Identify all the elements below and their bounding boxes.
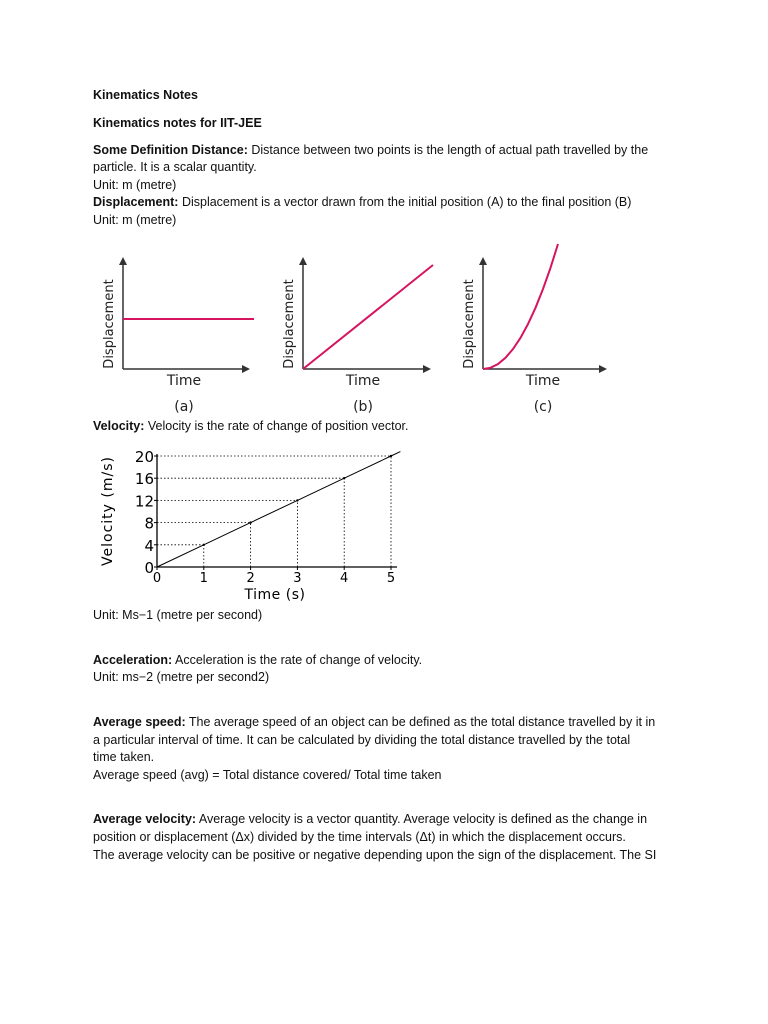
x-tick-label: 4 [340, 571, 349, 586]
definitions-heading: Some Definition Distance: [93, 143, 248, 157]
x-axis-label: Time [525, 373, 561, 389]
data-point [343, 477, 345, 479]
average-velocity-heading: Average velocity: [93, 812, 197, 826]
x-tick-label: 3 [293, 571, 302, 586]
average-velocity-text-3: The average velocity can be positive or negative depending upon the sign of the displacement. The SI [93, 848, 657, 862]
y-tick-label: 12 [134, 492, 154, 511]
data-point [296, 499, 298, 501]
average-velocity-definition [93, 811, 647, 828]
distance-text-continued: particle. It is a scalar quantity. [93, 160, 257, 174]
x-axis-label: Time (s) [244, 587, 306, 603]
y-axis-label: Displacement [102, 279, 117, 369]
average-speed-text: The average speed of an object can be defined as the total distance travelled by it in [188, 715, 656, 729]
velocity-line [157, 452, 400, 567]
displacement-curve [303, 265, 433, 369]
data-point [203, 544, 205, 546]
distance-definition [93, 142, 648, 159]
y-axis-label: Velocity (m/s) [100, 456, 116, 566]
velocity-text: Velocity is the rate of change of position vector. [147, 419, 409, 433]
y-tick-label: 20 [134, 448, 154, 466]
average-velocity-text-2: position or displacement (Δx) divided by the time intervals (Δt) in which the displacement occurs. [93, 830, 626, 844]
displacement-unit: Unit: m (metre) [93, 213, 177, 227]
average-speed-definition [93, 714, 655, 731]
acceleration-unit: Unit: ms−2 (metre per second2) [93, 670, 270, 684]
x-tick-label: 0 [152, 571, 162, 586]
y-axis-label: Displacement [462, 279, 477, 369]
panel-caption: (b) [353, 399, 373, 415]
acceleration-definition [93, 652, 422, 669]
y-axis-label: Displacement [282, 279, 297, 369]
displacement-curve [483, 244, 558, 369]
average-speed-text-2: a particular interval of time. It can be calculated by dividing the total distance travelled by the total [93, 733, 631, 747]
y-tick-label: 8 [144, 514, 154, 533]
average-velocity-text: Average velocity is a vector quantity. Average velocity is defined as the change in [198, 812, 648, 826]
document-subtitle: Kinematics notes for IIT-JEE [93, 116, 262, 130]
average-speed-heading: Average speed: [93, 715, 186, 729]
data-point [390, 455, 392, 457]
displacement-graph-b [282, 259, 433, 415]
y-tick-label: 4 [144, 536, 154, 555]
panel-caption: (c) [533, 399, 553, 415]
acceleration-heading: Acceleration: [93, 653, 173, 667]
x-axis-label: Time [345, 373, 381, 389]
displacement-text: Displacement is a vector drawn from the initial position (A) to the final position (B) [181, 195, 632, 209]
panel-caption: (a) [174, 399, 194, 415]
velocity-definition [93, 418, 408, 435]
x-tick-label: 2 [246, 571, 255, 586]
acceleration-text: Acceleration is the rate of change of velocity. [175, 653, 423, 667]
displacement-heading: Displacement: [93, 195, 179, 209]
data-point [249, 521, 251, 523]
y-tick-label: 0 [144, 559, 154, 577]
x-tick-label: 5 [386, 571, 396, 586]
average-speed-formula: Average speed (avg) = Total distance covered/ Total time taken [93, 768, 442, 782]
displacement-graph-c [462, 244, 605, 415]
velocity-heading: Velocity: [93, 419, 145, 433]
displacement-graph-a [102, 259, 254, 415]
velocity-unit: Unit: Ms−1 (metre per second) [93, 608, 263, 622]
x-tick-label: 1 [199, 571, 208, 586]
x-axis-label: Time [166, 373, 202, 389]
displacement-definition [93, 194, 631, 211]
distance-text: Distance between two points is the length of actual path travelled by the [251, 143, 649, 157]
average-speed-text-3: time taken. [93, 750, 155, 764]
document-title: Kinematics Notes [93, 88, 198, 102]
distance-unit: Unit: m (metre) [93, 178, 177, 192]
y-tick-label: 16 [134, 470, 154, 489]
